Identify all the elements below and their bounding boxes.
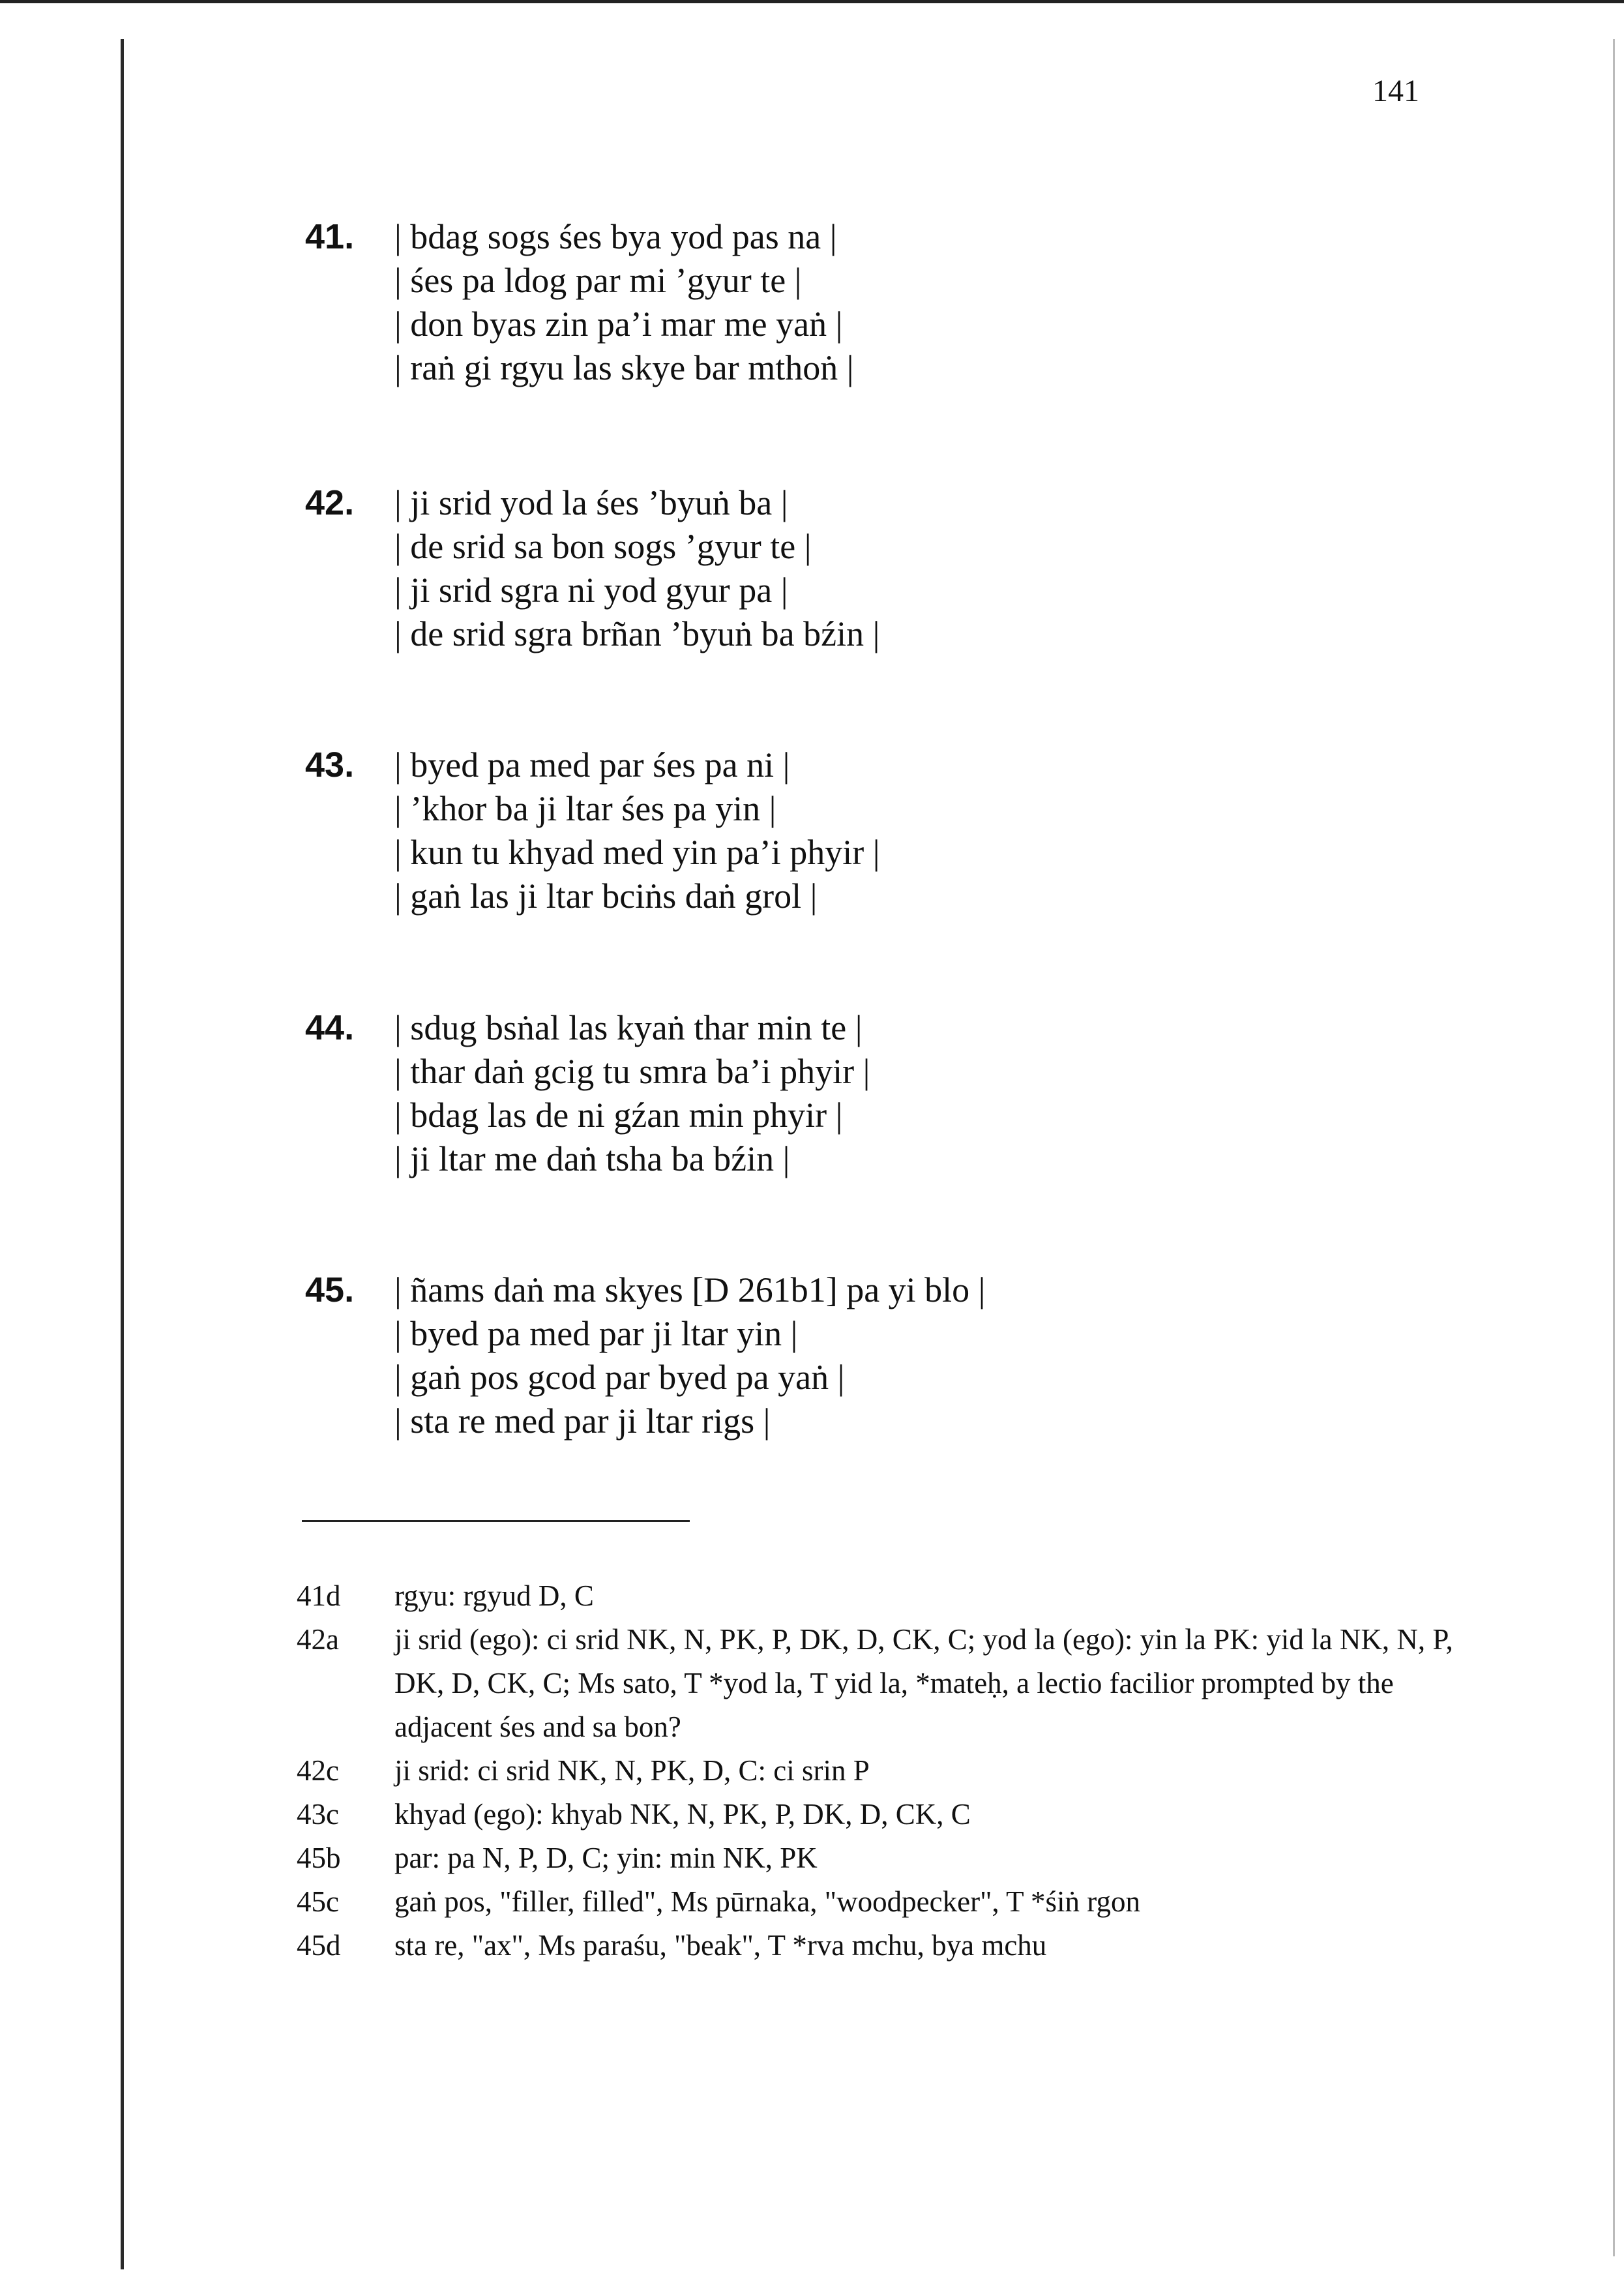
verse-line: | gaṅ las ji ltar bciṅs daṅ grol |: [394, 876, 818, 916]
footnote-text: sta re, "ax", Ms paraśu, "beak", T *rva mchu, bya mchu: [394, 1929, 1047, 1962]
footnote-label: 43c: [297, 1798, 339, 1831]
verse-line: | śes pa ldog par mi ’gyur te |: [394, 261, 802, 300]
verse-line: | raṅ gi rgyu las skye bar mthoṅ |: [394, 348, 854, 387]
footnote-text: ji srid: ci srid NK, N, PK, D, C: ci srin P: [394, 1754, 870, 1787]
footnote-41d: [297, 1574, 1480, 1618]
footnote-45b: [297, 1836, 1480, 1880]
verse-line: | gaṅ pos gcod par byed pa yaṅ |: [394, 1358, 845, 1397]
footnotes: [297, 1574, 1480, 1967]
footnote-text: gaṅ pos, "filler, filled", Ms pūrnaka, "woodpecker", T *śiṅ rgon: [394, 1885, 1140, 1918]
verse-number: 43.: [305, 745, 355, 785]
verse-line: | byed pa med par śes pa ni |: [394, 745, 790, 785]
footnote-42a: [297, 1618, 1480, 1749]
verse-line: | sdug bsṅal las kyaṅ thar min te |: [394, 1008, 863, 1047]
footnote-label: 41d: [297, 1579, 341, 1612]
footnote-42c: [297, 1749, 1480, 1793]
footnote-text: par: pa N, P, D, C; yin: min NK, PK: [394, 1842, 818, 1874]
verse-line: | thar daṅ gcig tu smra ba’i phyir |: [394, 1052, 870, 1091]
page-number: 141: [1372, 74, 1419, 108]
verse-line: | ji ltar me daṅ tsha ba bźin |: [394, 1139, 790, 1178]
footnote-label: 45b: [297, 1842, 341, 1874]
footnote-text: ji srid (ego): ci srid NK, N, PK, P, DK, D, CK, C; yod la (ego): yin la PK: yid la NK, N, P, DK, D, CK, C; Ms sato, T *yod la, T yid la, *mateḥ, a lectio facilior prompted by the adjacent śes and sa bon?: [394, 1623, 1453, 1743]
top-rule: [0, 0, 1624, 3]
verse-line: | de srid sa bon sogs ’gyur te |: [394, 527, 812, 566]
verse-line: | ji srid yod la śes ’byuṅ ba |: [394, 483, 788, 522]
footnote-43c: [297, 1793, 1480, 1836]
verse-line: | de srid sgra brñan ’byuṅ ba bźin |: [394, 614, 880, 653]
footnote-45c: [297, 1880, 1480, 1924]
right-page-edge: [1613, 39, 1615, 2256]
verse-line: | ji srid sgra ni yod gyur pa |: [394, 571, 788, 610]
verse-line: | sta re med par ji ltar rigs |: [394, 1401, 771, 1441]
verse-line: | kun tu khyad med yin pa’i phyir |: [394, 833, 880, 872]
verse-line: | don byas zin pa’i mar me yaṅ |: [394, 305, 843, 344]
footnote-label: 42c: [297, 1754, 339, 1787]
footnote-label: 42a: [297, 1623, 339, 1656]
verse-line: | ’khor ba ji ltar śes pa yin |: [394, 789, 776, 828]
footnote-separator: [302, 1520, 690, 1522]
verse-number: 44.: [305, 1008, 355, 1047]
verse-line: | ñams daṅ ma skyes [D 261b1] pa yi blo |: [394, 1270, 986, 1309]
verse-number: 42.: [305, 483, 355, 522]
footnote-label: 45d: [297, 1929, 341, 1962]
verse-number: 45.: [305, 1270, 355, 1309]
footnote-text: rgyu: rgyud D, C: [394, 1579, 594, 1612]
footnote-45d: [297, 1924, 1480, 1967]
verse-line: | bdag las de ni gźan min phyir |: [394, 1096, 843, 1135]
footnote-label: 45c: [297, 1885, 339, 1918]
verse-number: 41.: [305, 217, 355, 256]
binding-margin-rule: [121, 39, 124, 2269]
verse-line: | byed pa med par ji ltar yin |: [394, 1314, 798, 1353]
footnote-text: khyad (ego): khyab NK, N, PK, P, DK, D, CK, C: [394, 1798, 971, 1831]
verse-line: | bdag sogs śes bya yod pas na |: [394, 217, 837, 256]
